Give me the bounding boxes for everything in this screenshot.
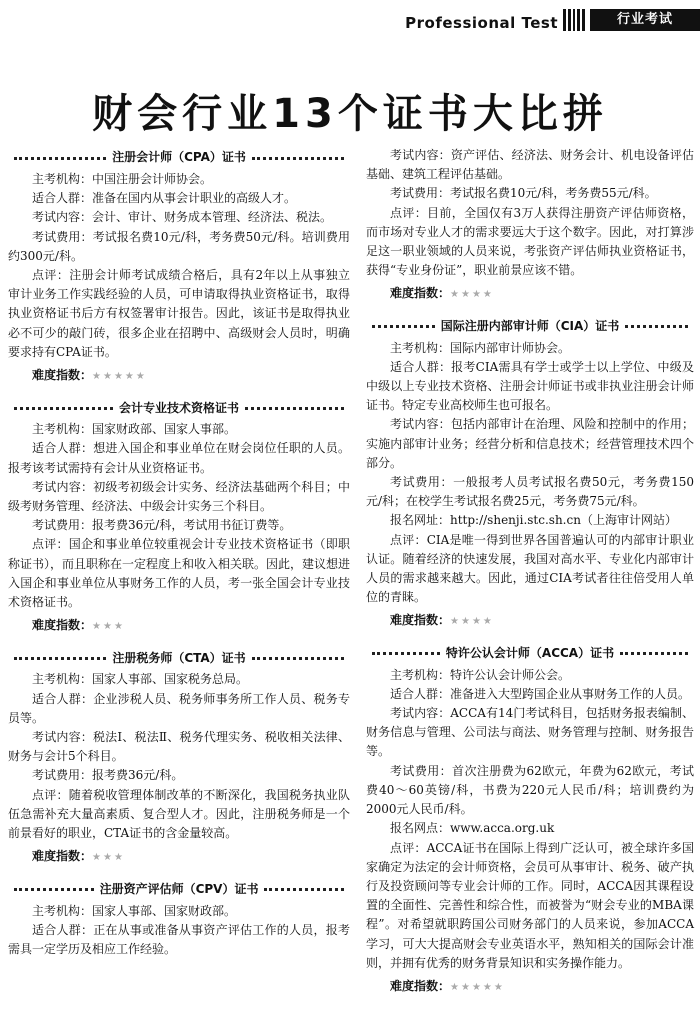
section-heading-text: 注册税务师（CTA）证书 — [112, 650, 246, 665]
section-heading — [8, 648, 350, 668]
difficulty-label: 难度指数： — [390, 613, 451, 628]
difficulty-rating — [366, 284, 694, 304]
paragraph: 点评：目前，全国仅有3万人获得注册资产评估师资格，而市场对专业人才的需求要远大于这个数字。因此，对打算涉足这一职业领域的人员来说，考张资产评估师执业资格证书，获得“专业身份证”，职业前景应该不错。 — [366, 205, 694, 278]
difficulty-label: 难度指数： — [32, 368, 93, 383]
star-icons: ★★★★ — [450, 289, 494, 301]
paragraph: 考试内容：会计、审计、财务成本管理、经济法、税法。 — [32, 210, 333, 225]
paragraph: 点评：随着税收管理体制改革的不断深化，我国税务执业队伍急需补充大量高素质、复合型人才。因此，注册税务师是一个前景看好的职业，CTA证书的含金量较高。 — [8, 787, 350, 841]
paragraph: 主考机构：国家人事部、国家税务总局。 — [32, 672, 249, 687]
paragraph: 考试费用：首次注册费为62欧元，年费为62欧元，考试费40～60英镑/科，书费为220元人民币/科；培训费约为2000元人民币/科。 — [366, 763, 694, 817]
section-heading-text: 注册会计师（CPA）证书 — [112, 150, 246, 165]
paragraph: 适合人群：准备在国内从事会计职业的高级人才。 — [32, 191, 297, 206]
star-icons: ★★★★ — [450, 616, 494, 628]
section-cpv-continued — [366, 146, 694, 305]
article-title: 财会行业13个证书大比拼 — [92, 91, 608, 137]
difficulty-label: 难度指数： — [390, 286, 451, 301]
difficulty-label: 难度指数： — [32, 849, 93, 864]
star-icons: ★★★★★ — [450, 981, 505, 993]
difficulty-label: 难度指数： — [390, 978, 451, 993]
paragraph: 考试费用：报考费36元/科。 — [32, 768, 184, 783]
paragraph: 点评：国企和事业单位较重视会计专业技术资格证书（即职称证书），而且职称在一定程度上和收入相关联。因此，建议想进入国企和事业单位从事财务工作的人员，考一张全国会计专业技术资格证书。 — [8, 537, 351, 610]
section-acca — [366, 644, 694, 997]
section-heading-text: 注册资产评估师（CPV）证书 — [99, 881, 259, 896]
difficulty-rating — [366, 977, 694, 997]
paragraph: 点评：ACCA证书在国际上得到广泛认可，被全球许多国家确定为法定的会计师资格，会员可从事审计、税务、破产执行及投资顾问等专业会计师的工作。同时，ACCA因其课程设置的全面性、完善性和综合性，而被誉为“财会专业的MBA课程”。对希望就职跨国公司财务部门的人员来说，参加ACCA学习，可大大提高财会专业英语水平，熟知相关的国际会计准则，并拥有优秀的财务背景知识和实务操作能力。 — [366, 840, 694, 970]
star-icons: ★★★★★ — [92, 371, 147, 383]
header-category-tag: 行业考试 — [590, 9, 700, 31]
paragraph: 适合人群：准备进入大型跨国企业从事财务工作的人员。 — [390, 686, 691, 701]
section-accounting-title — [8, 398, 350, 636]
paragraph: 考试费用：报考费36元/科，考试用书征订费等。 — [32, 518, 292, 533]
paragraph: 适合人群：正在从事或准备从事资产评估工作的人员，报考需具一定学历及相应工作经验。 — [8, 922, 350, 956]
section-cpv — [8, 880, 350, 960]
header-stripes-decoration — [563, 9, 585, 31]
paragraph: 考试费用：考试报名费10元/科，考务费50元/科。培训费用约300元/科。 — [8, 229, 350, 263]
paragraph: 主考机构：国家人事部、国家财政部。 — [32, 903, 237, 918]
paragraph: 考试内容：税法Ⅰ、税法Ⅱ、税务代理实务、税收相关法律、财务与会计5个科目。 — [8, 730, 350, 764]
star-icons: ★★★ — [92, 621, 125, 633]
paragraph: 点评：CIA是唯一得到世界各国普遍认可的内部审计职业认证。随着经济的快速发展，我国对高水平、专业化内部审计人员的需求越来越大。因此，通过CIA考试者往往倍受用人单位的青睐。 — [366, 532, 694, 605]
paragraph: 适合人群：想进入国企和事业单位在财会岗位任职的人员。报考该考试需持有会计从业资格证书。 — [8, 441, 350, 475]
paragraph: 主考机构：特许公认会计师公会。 — [390, 667, 571, 682]
section-heading — [366, 644, 694, 664]
section-heading — [8, 880, 350, 900]
paragraph: 考试内容：资产评估、经济法、财务会计、机电设备评估基础、建筑工程评估基础。 — [366, 148, 694, 182]
section-heading-text: 会计专业技术资格证书 — [119, 400, 240, 415]
paragraph: 适合人群：企业涉税人员、税务师事务所工作人员、税务专员等。 — [8, 691, 350, 725]
section-heading-text: 国际注册内部审计师（CIA）证书 — [440, 319, 620, 334]
section-heading — [8, 148, 350, 168]
difficulty-rating — [8, 366, 350, 386]
paragraph: 主考机构：国家财政部、国家人事部。 — [32, 422, 237, 437]
difficulty-rating — [366, 611, 694, 631]
section-cpa — [8, 148, 350, 386]
section-heading — [8, 398, 350, 418]
right-column — [366, 146, 694, 1009]
paragraph: 考试内容：ACCA有14门考试科目，包括财务报表编制、财务信息与管理、公司法与商法、财务管理与控制、财务报告等。 — [366, 706, 694, 759]
section-cta — [8, 648, 350, 867]
paragraph: 考试费用：一般报考人员考试报名费50元，考务费150元/科；在校学生考试报名费25元，考务费75元/科。 — [366, 475, 694, 509]
difficulty-label: 难度指数： — [32, 618, 93, 633]
paragraph: 考试内容：包括内部审计在治理、风险和控制中的作用；实施内部审计业务；经营分析和信息技术；经营管理技术四个部分。 — [366, 417, 694, 470]
paragraph: 考试内容：初级考初级会计实务、经济法基础两个科目；中级考财务管理、经济法、中级会计实务三个科目。 — [8, 479, 350, 514]
left-column — [8, 148, 350, 971]
paragraph: 适合人群：报考CIA需具有学士或学士以上学位、中级及中级以上专业技术资格、注册会计师证书或非执业注册会计师证书。特定专业高校师生也可报名。 — [366, 359, 694, 413]
paragraph: 报名网点：www.acca.org.uk — [390, 821, 555, 836]
header-english-title: Professional Test — [405, 14, 558, 32]
section-heading — [366, 317, 694, 337]
page-header — [0, 0, 700, 36]
paragraph: 点评：注册会计师考试成绩合格后，具有2年以上从事独立审计业务工作实践经验的人员，可申请取得执业资格证书，取得执业资格证书后方有权签署审计报告。因此，该证书是取得执业必不可少的敲门砖，很多企业在招聘中、高级财会人员时，明确要求持有CPA证书。 — [8, 268, 350, 359]
difficulty-rating — [8, 616, 350, 636]
paragraph: 报名网址：http://shenji.stc.sh.cn（上海审计网站） — [390, 513, 677, 528]
section-heading-text: 特许公认会计师（ACCA）证书 — [445, 646, 615, 661]
star-icons: ★★★ — [92, 852, 125, 864]
difficulty-rating — [8, 847, 350, 867]
paragraph: 主考机构：国际内部审计师协会。 — [390, 340, 571, 355]
paragraph: 主考机构：中国注册会计师协会。 — [32, 172, 213, 186]
section-cia — [366, 317, 694, 632]
paragraph: 考试费用：考试报名费10元/科，考务费55元/科。 — [390, 186, 657, 201]
